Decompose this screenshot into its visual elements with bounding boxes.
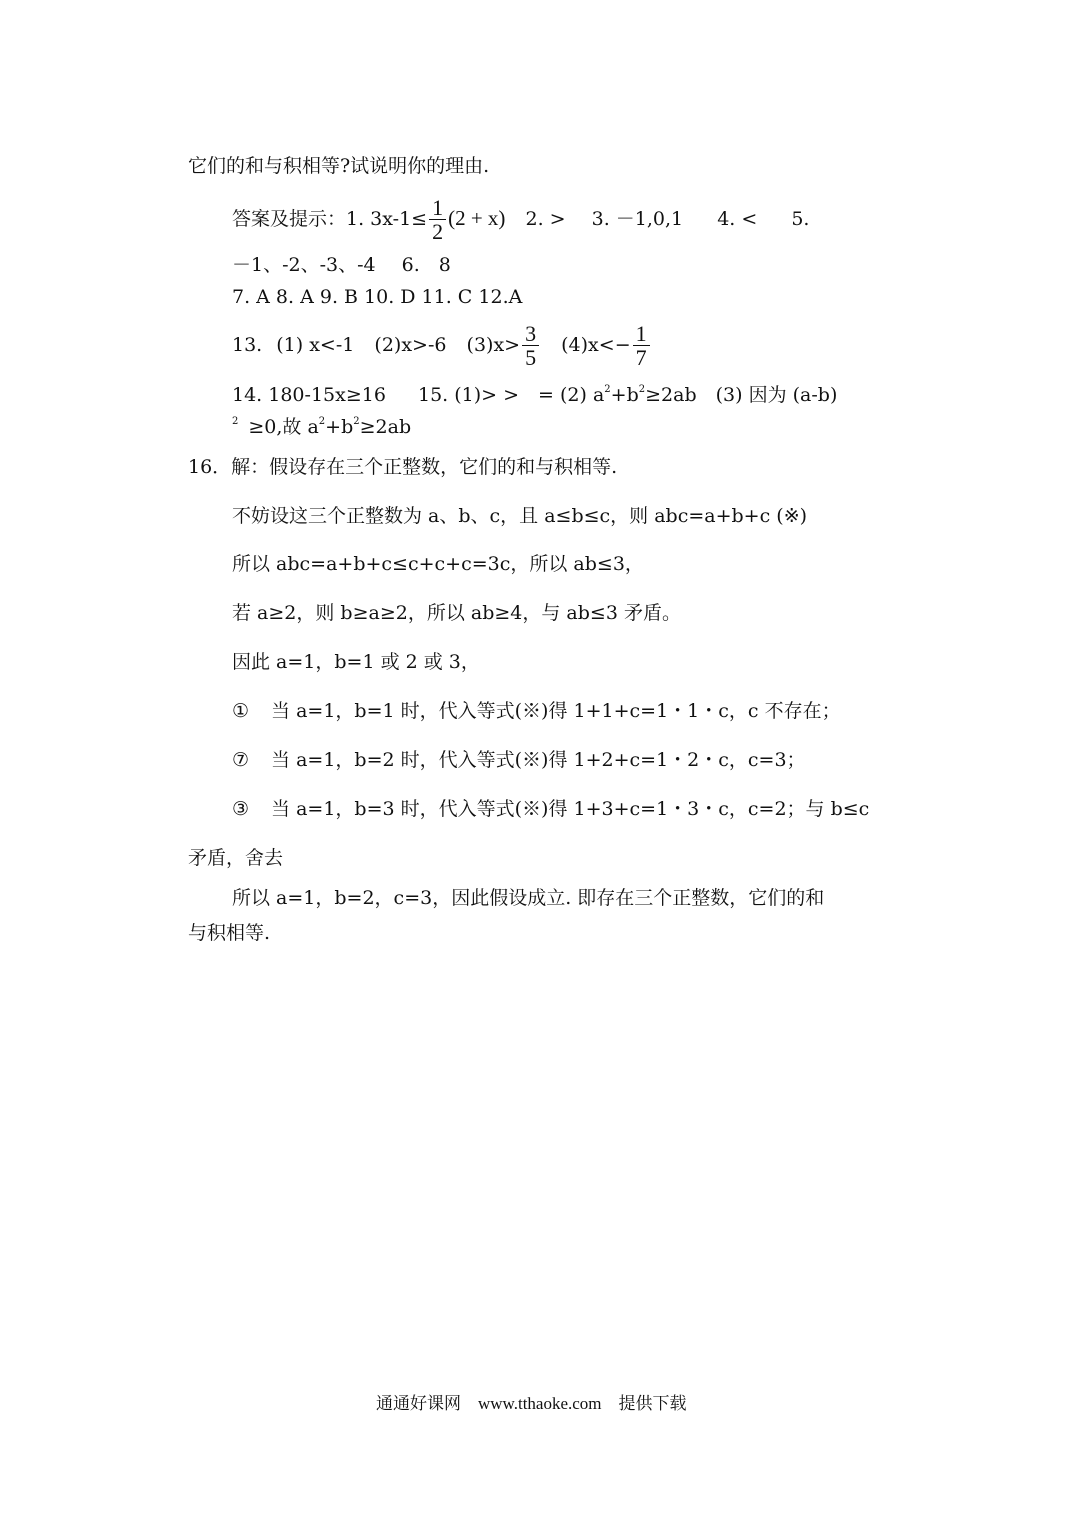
solution-p3: 若 a≥2，则 b≥a≥2，所以 ab≥4，与 ab≤3 矛盾。 (232, 602, 681, 624)
answer-1-suffix: (2 + x) (448, 206, 506, 231)
case-2-text: 当 a=1，b=2 时，代入等式(※)得 1+2+c=1・2・c，c=3； (271, 749, 806, 771)
case-3-mark: ③ (232, 798, 250, 820)
case-1-mark: ① (232, 700, 250, 722)
answer-5: 5. (791, 208, 810, 231)
answers-mc-line: 7. A 8. A 9. B 10. D 11. C 12.A (232, 286, 523, 308)
solution-p4: 因此 a=1，b=1 或 2 或 3， (232, 651, 480, 673)
answer-1-prefix: 1. 3x-1≤ (346, 208, 428, 231)
answer-4: 4. < (717, 208, 758, 231)
answer-13-3-prefix: (3)x> (466, 334, 521, 357)
answer-5-cont: －1、-2、-3、-4 (232, 254, 376, 276)
answer-13-2: (2)x>-6 (374, 334, 447, 357)
solution-heading: 16．解：假设存在三个正整数，它们的和与积相等. (188, 456, 618, 478)
answer-15-line2-a: ≥0,故 a (248, 416, 319, 438)
conclusion: 所以 a=1，b=2，c=3，因此假设成立. 即存在三个正整数，它们的和 (232, 887, 825, 909)
answer-5-6-line (232, 256, 451, 275)
answer-15-a: 15. (1)> > = (2) a (417, 384, 605, 406)
exp-a15-3: 2 (232, 416, 239, 427)
answer-15-b: +b (610, 384, 639, 406)
answer-6: 6. 8 (401, 254, 451, 276)
case-1 (232, 702, 841, 721)
case-2 (232, 751, 806, 770)
footer-source: 通通好课网 www.tthaoke.com 提供下载 (376, 1394, 687, 1413)
exp-a15-4: 2 (318, 416, 326, 427)
answer-13-3-den: 5 (525, 345, 537, 371)
answer-14: 14. 180-15x≥16 (232, 384, 386, 406)
exp-a15-5: 2 (353, 416, 360, 427)
answer-15-line2-c: ≥2ab (359, 416, 412, 438)
answer-2: 2. > (525, 208, 566, 231)
answer-1-frac-den: 2 (432, 219, 444, 245)
answer-14-15-line (232, 386, 837, 405)
case-3-text: 当 a=1，b=3 时，代入等式(※)得 1+3+c=1・3・c，c=2；与 b≤c (271, 798, 870, 820)
solution-p1: 不妨设这三个正整数为 a、b、c，且 a≤b≤c，则 abc=a+b+c (※) (232, 505, 808, 527)
answer-13-4-fraction (633, 322, 650, 370)
answer-15-line-2 (232, 418, 411, 437)
answer-15-line2-b: +b (325, 416, 354, 438)
answer-1-fraction (429, 196, 446, 244)
answer-13-1: (1) x<-1 (276, 334, 355, 357)
answer-1-frac-num: 1 (429, 196, 446, 220)
conclusion-cont: 与积相等. (188, 922, 271, 944)
exp-a15-1: 2 (604, 384, 611, 395)
answer-13-label: 13. (232, 334, 263, 357)
answer-13-4-den: 7 (635, 345, 647, 371)
answer-13-line (232, 322, 652, 370)
case-1-text: 当 a=1，b=1 时，代入等式(※)得 1+1+c=1・1・c，c 不存在； (271, 700, 841, 722)
answer-13-4-num: 1 (633, 322, 650, 346)
case-2-mark: ⑦ (232, 749, 250, 771)
answer-3: 3. －1,0,1 (591, 208, 684, 231)
answer-13-4-prefix: (4)x<− (561, 334, 631, 357)
exp-a15-2: 2 (638, 384, 646, 395)
answers-label: 答案及提示： (232, 208, 347, 231)
answer-15-c: ≥2ab (3) 因为 (a-b) (645, 384, 838, 406)
case-3-cont: 矛盾，舍去 (188, 847, 284, 869)
solution-p2: 所以 abc=a+b+c≤c+c+c=3c，所以 ab≤3， (232, 553, 644, 575)
case-3 (232, 800, 869, 819)
answers-line-1 (232, 196, 809, 244)
intro-tail: 它们的和与积相等?试说明你的理由. (188, 155, 490, 177)
answer-13-3-fraction (522, 322, 539, 370)
answer-13-3-num: 3 (522, 322, 539, 346)
